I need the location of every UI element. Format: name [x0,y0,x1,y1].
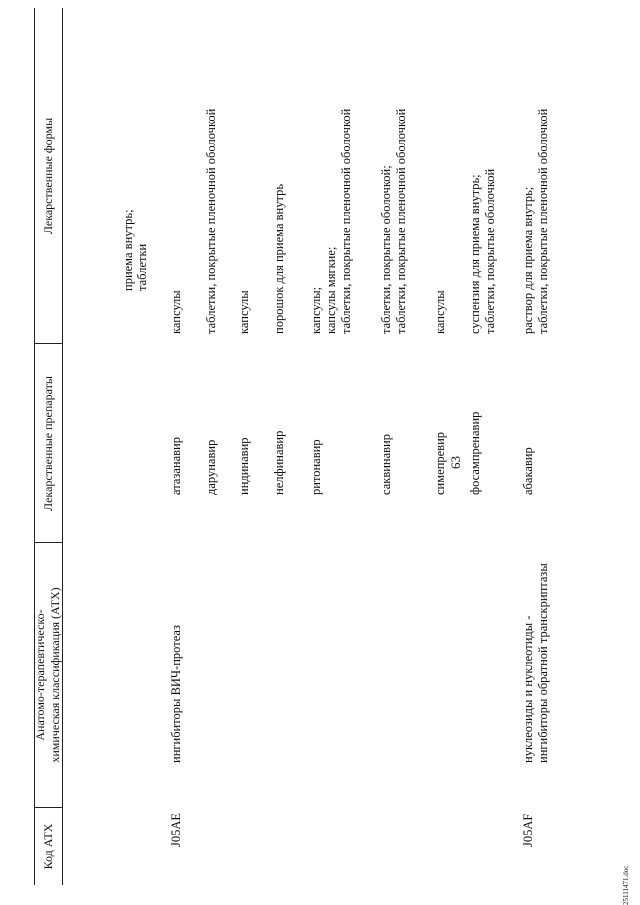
page-number: 63 [448,456,463,469]
drug-name: дарунавир [204,439,218,495]
drug-form: капсулы [237,290,251,334]
drug-form: суспензия для приема внутрь; [468,174,482,334]
header-forms: Лекарственные формы [41,117,55,235]
drug-name: саквинавир [379,434,393,495]
drug-form: капсулы; [309,286,323,334]
drug-form: таблетки, покрытые пленочной оболочкой [204,108,218,334]
drug-form: капсулы [433,290,447,334]
atc-group-name: нуклеозиды и нуклеотиды - [521,615,535,763]
drug-form: таблетки, покрытые пленочной оболочкой [394,108,408,334]
atc-group-name: ингибиторы ВИЧ-протеаз [169,625,183,763]
drug-name: абакавир [521,447,535,495]
drug-form: капсулы мягкие; [324,246,338,334]
header-code: Код АТХ [41,823,55,870]
file-id: 25111471.doc [622,865,630,905]
atc-code: J05AF [521,813,535,847]
continuation-form: таблетки [135,243,149,291]
drug-name: симепревир [433,431,447,495]
drug-name: фосампренавир [468,411,482,495]
atc-group-name: ингибиторы обратной транскриптазы [536,563,550,763]
atc-code: J05AE [169,812,183,847]
drug-name: индинавир [237,437,251,495]
drug-name: ритонавир [309,439,323,495]
drug-form: таблетки, покрытые пленочной оболочкой [339,108,353,334]
drug-form: раствор для приема внутрь; [521,186,535,334]
drug-form: порошок для приема внутрь [272,183,286,334]
drug-form: таблетки, покрытые оболочкой [483,168,497,334]
continuation-form: приема внутрь; [121,209,135,291]
header-drugs: Лекарственные препараты [41,376,55,511]
drug-form: таблетки, покрытые пленочной оболочкой [536,108,550,334]
drug-form: таблетки, покрытые оболочкой; [379,165,393,334]
drug-name: атазанавир [169,437,183,495]
drug-name: нелфинавир [272,430,286,495]
header-atc: Анатомо-терапевтическо-химическая классификация (АТХ) [33,587,62,763]
drug-form: капсулы [169,290,183,334]
